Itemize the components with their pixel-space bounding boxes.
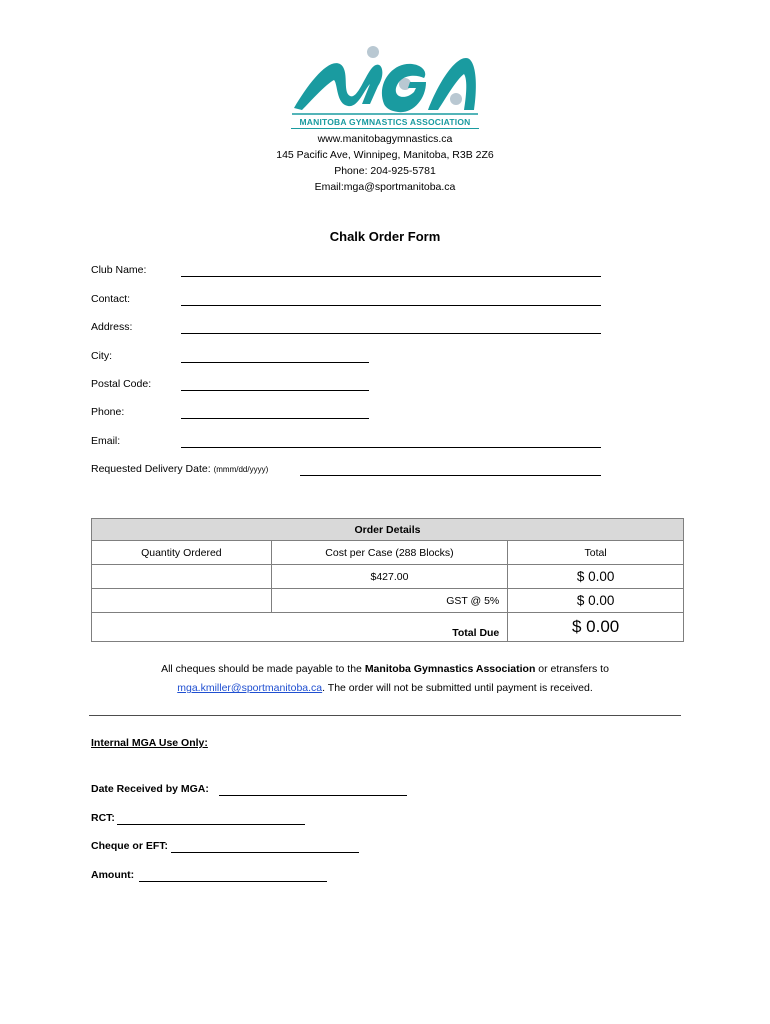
city-input-line[interactable]: [181, 362, 369, 363]
email-label: Email:: [91, 435, 121, 447]
delivery-date-label: Requested Delivery Date:: [91, 463, 211, 475]
postal-code-input-line[interactable]: [181, 390, 369, 391]
date-received-label: Date Received by MGA:: [91, 783, 209, 795]
cheque-eft-label: Cheque or EFT:: [91, 840, 169, 852]
total-due-cell: $ 0.00: [508, 613, 684, 642]
form-title: Chalk Order Form: [329, 229, 441, 244]
amount-input-line[interactable]: [139, 881, 327, 882]
gst-empty-cell: [92, 589, 272, 613]
delivery-date-input-line[interactable]: [300, 475, 601, 476]
payment-note-org: Manitoba Gymnastics Association: [364, 663, 536, 675]
payment-note-part2: or etransfers to: [535, 663, 609, 675]
section-divider: [89, 715, 681, 716]
email-input-line[interactable]: [181, 447, 601, 448]
cost-per-case-cell: $427.00: [271, 565, 508, 589]
contact-label: Contact:: [91, 293, 131, 305]
total-due-label-cell: Total Due: [92, 613, 508, 642]
club-name-label: Club Name:: [91, 264, 147, 276]
etransfer-email-link[interactable]: mga.kmiller@sportmanitoba.ca: [177, 682, 323, 694]
date-received-input-line[interactable]: [219, 795, 407, 796]
address-label: Address:: [91, 321, 133, 333]
phone-input-line[interactable]: [181, 418, 369, 419]
rct-label: RCT:: [91, 812, 115, 824]
address-text: 145 Pacific Ave, Winnipeg, Manitoba, R3B 2Z6: [276, 149, 494, 161]
phone-text: Phone: 204-925-5781: [334, 165, 436, 177]
payment-note: [0, 660, 770, 698]
quantity-column-header: Quantity Ordered: [92, 541, 272, 565]
order-details-table: [91, 518, 684, 642]
cost-column-header: Cost per Case (288 Blocks): [271, 541, 508, 565]
gst-total-cell: $ 0.00: [508, 589, 684, 613]
gst-label-cell: GST @ 5%: [271, 589, 508, 613]
internal-use-heading: Internal MGA Use Only:: [91, 737, 208, 749]
website-text: www.manitobagymnastics.ca: [317, 133, 453, 145]
payment-note-part3: . The order will not be submitted until payment is received.: [322, 682, 593, 694]
mga-logo: [288, 44, 482, 134]
line-total-cell: $ 0.00: [508, 565, 684, 589]
city-label: City:: [91, 350, 112, 362]
club-name-input-line[interactable]: [181, 276, 601, 277]
rct-input-line[interactable]: [117, 824, 305, 825]
postal-code-label: Postal Code:: [91, 378, 152, 390]
delivery-date-format: (mmm/dd/yyyy): [213, 465, 269, 474]
email-text: Email:mga@sportmanitoba.ca: [314, 181, 456, 193]
total-column-header: Total: [508, 541, 684, 565]
order-details-heading: Order Details: [92, 519, 684, 541]
quantity-input-cell[interactable]: [92, 565, 272, 589]
amount-label: Amount:: [91, 869, 135, 881]
cheque-eft-input-line[interactable]: [171, 852, 359, 853]
payment-note-part1: All cheques should be made payable to the: [161, 663, 365, 675]
contact-input-line[interactable]: [181, 305, 601, 306]
delivery-date-label-wrap: [91, 463, 268, 475]
phone-label: Phone:: [91, 406, 125, 418]
association-name: MANITOBA GYMNASTICS ASSOCIATION: [291, 117, 479, 129]
address-input-line[interactable]: [181, 333, 601, 334]
